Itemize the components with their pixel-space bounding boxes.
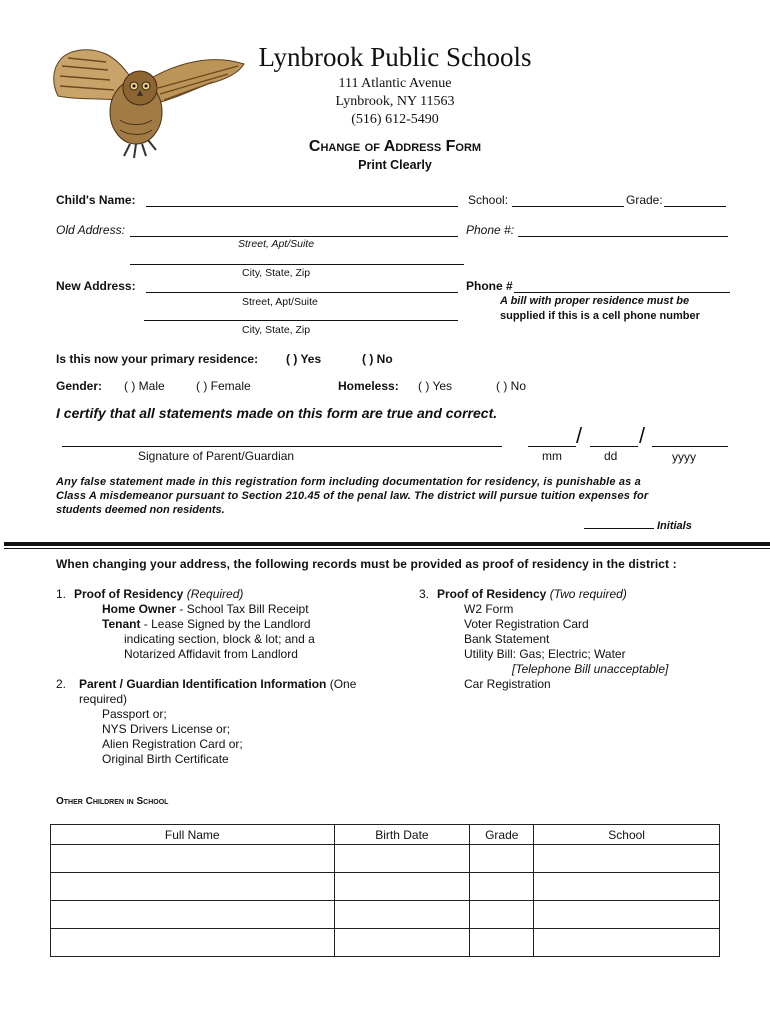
item1-required: (Required): [186, 587, 244, 601]
records-intro: When changing your address, the following records must be provided as proof of residency in the district :: [56, 557, 677, 571]
address-line2: Lynbrook, NY 11563: [335, 94, 455, 109]
old-address-street-field[interactable]: [130, 236, 458, 237]
homeless-no-option[interactable]: ( ) No: [496, 379, 526, 393]
table-row: [51, 929, 720, 957]
item2-number: 2.: [56, 677, 67, 691]
date-yyyy-field[interactable]: [652, 446, 728, 447]
homeless-label: Homeless:: [338, 379, 399, 393]
tenant-text: - Lease Signed by the Landlord: [143, 617, 311, 631]
primary-yes-option[interactable]: ( ) Yes: [286, 352, 322, 366]
primary-no-option[interactable]: ( ) No: [362, 352, 393, 366]
item1-number: 1.: [56, 587, 67, 601]
table-cell[interactable]: [470, 929, 534, 957]
other-children-table: [50, 824, 720, 957]
table-cell[interactable]: [534, 901, 720, 929]
id-item: Original Birth Certificate: [102, 752, 229, 766]
warning-line3: students deemed non residents.: [56, 504, 225, 516]
new-phone-label: Phone #: [466, 279, 513, 293]
date-slash-1: /: [576, 423, 583, 448]
table-cell[interactable]: [51, 845, 335, 873]
cell-note-line1: A bill with proper residence must be: [500, 295, 690, 307]
item3-required: (Two required): [549, 587, 627, 601]
date-dd-field[interactable]: [590, 446, 638, 447]
column-header: School: [534, 825, 720, 845]
grade-field[interactable]: [664, 206, 726, 207]
item2-required-cont: required): [79, 692, 128, 706]
proof-item: W2 Form: [464, 602, 514, 616]
tenant-label: Tenant: [102, 617, 141, 631]
mm-label: mm: [542, 449, 562, 463]
gender-female-option[interactable]: ( ) Female: [196, 379, 251, 393]
warning-line2: Class A misdemeanor pursuant to Section 210.45 of the penal law. The district will pursue tuition expenses for: [56, 490, 649, 502]
table-row: [51, 845, 720, 873]
section-divider-thin: [4, 548, 770, 549]
telephone-note: [Telephone Bill unacceptable]: [512, 662, 669, 676]
proof-item: Voter Registration Card: [464, 617, 589, 631]
item1-title: Proof of Residency: [74, 587, 184, 601]
table-cell[interactable]: [534, 873, 720, 901]
item3-title: Proof of Residency: [437, 587, 547, 601]
initials-field[interactable]: [584, 528, 654, 529]
dd-label: dd: [604, 449, 618, 463]
table-row: [51, 873, 720, 901]
table-cell[interactable]: [51, 929, 335, 957]
item3-number: 3.: [419, 587, 430, 601]
gender-label: Gender:: [56, 379, 103, 393]
column-header: Birth Date: [334, 825, 470, 845]
column-header: Full Name: [51, 825, 335, 845]
new-address-street-field[interactable]: [146, 292, 458, 293]
other-children-heading: Other Children in School: [56, 796, 169, 807]
date-mm-field[interactable]: [528, 446, 576, 447]
home-owner-label: Home Owner: [102, 602, 177, 616]
old-street-hint: Street, Apt/Suite: [238, 238, 315, 250]
grade-label: Grade:: [626, 193, 663, 207]
table-cell[interactable]: [534, 929, 720, 957]
address-line1: 111 Atlantic Avenue: [338, 76, 452, 91]
old-address-label: Old Address:: [56, 223, 125, 237]
section-divider: [4, 542, 770, 546]
cell-note-line2: supplied if this is a cell phone number: [500, 310, 700, 322]
homeless-yes-option[interactable]: ( ) Yes: [418, 379, 453, 393]
old-address-city-field[interactable]: [130, 264, 464, 265]
table-row: [51, 901, 720, 929]
date-slash-2: /: [639, 423, 646, 448]
proof-item: Utility Bill: Gas; Electric; Water: [464, 647, 626, 661]
school-phone: (516) 612-5490: [351, 112, 439, 127]
tenant-line2: indicating section, block & lot; and a: [124, 632, 315, 646]
form-subtitle: Print Clearly: [358, 158, 432, 172]
id-item: Passport or;: [102, 707, 167, 721]
signature-field[interactable]: [62, 446, 502, 447]
table-cell[interactable]: [470, 873, 534, 901]
table-cell[interactable]: [334, 873, 470, 901]
table-cell[interactable]: [51, 873, 335, 901]
table-cell[interactable]: [534, 845, 720, 873]
home-owner-text: - School Tax Bill Receipt: [179, 602, 309, 616]
school-name: Lynbrook Public Schools: [258, 42, 532, 72]
new-city-hint: City, State, Zip: [242, 324, 311, 336]
school-label: School:: [468, 193, 509, 207]
tenant-line3: Notarized Affidavit from Landlord: [124, 647, 298, 661]
new-address-city-field[interactable]: [144, 320, 458, 321]
warning-line1: Any false statement made in this registration form including documentation for residency, is punishable as a: [56, 476, 641, 488]
new-address-label: New Address:: [56, 279, 136, 293]
certify-statement: I certify that all statements made on this form are true and correct.: [56, 405, 498, 421]
table-cell[interactable]: [470, 901, 534, 929]
gender-male-option[interactable]: ( ) Male: [124, 379, 165, 393]
primary-residence-label: Is this now your primary residence:: [56, 352, 259, 366]
old-phone-field[interactable]: [518, 236, 728, 237]
proof-item: Bank Statement: [464, 632, 550, 646]
table-header-row: [51, 825, 720, 845]
item2-title: Parent / Guardian Identification Information: [79, 677, 327, 691]
initials-label: Initials: [657, 520, 692, 532]
table-cell[interactable]: [334, 901, 470, 929]
item2-required: (One: [329, 677, 357, 691]
table-cell[interactable]: [470, 845, 534, 873]
new-phone-field[interactable]: [514, 292, 730, 293]
form-title: Change of Address Form: [308, 138, 482, 155]
owl-logo-icon: [48, 40, 248, 170]
old-phone-label: Phone #:: [466, 223, 515, 237]
column-header: Grade: [470, 825, 534, 845]
table-cell[interactable]: [51, 901, 335, 929]
old-city-hint: City, State, Zip: [242, 267, 311, 279]
school-field[interactable]: [512, 206, 624, 207]
yyyy-label: yyyy: [672, 450, 696, 464]
table-cell[interactable]: [334, 929, 470, 957]
new-street-hint: Street, Apt/Suite: [242, 296, 318, 308]
signature-label: Signature of Parent/Guardian: [138, 449, 295, 463]
child-name-field[interactable]: [146, 206, 458, 207]
child-name-label: Child's Name:: [56, 193, 136, 207]
id-item: Alien Registration Card or;: [102, 737, 243, 751]
proof-item-car: Car Registration: [464, 677, 551, 691]
id-item: NYS Drivers License or;: [102, 722, 231, 736]
table-cell[interactable]: [334, 845, 470, 873]
